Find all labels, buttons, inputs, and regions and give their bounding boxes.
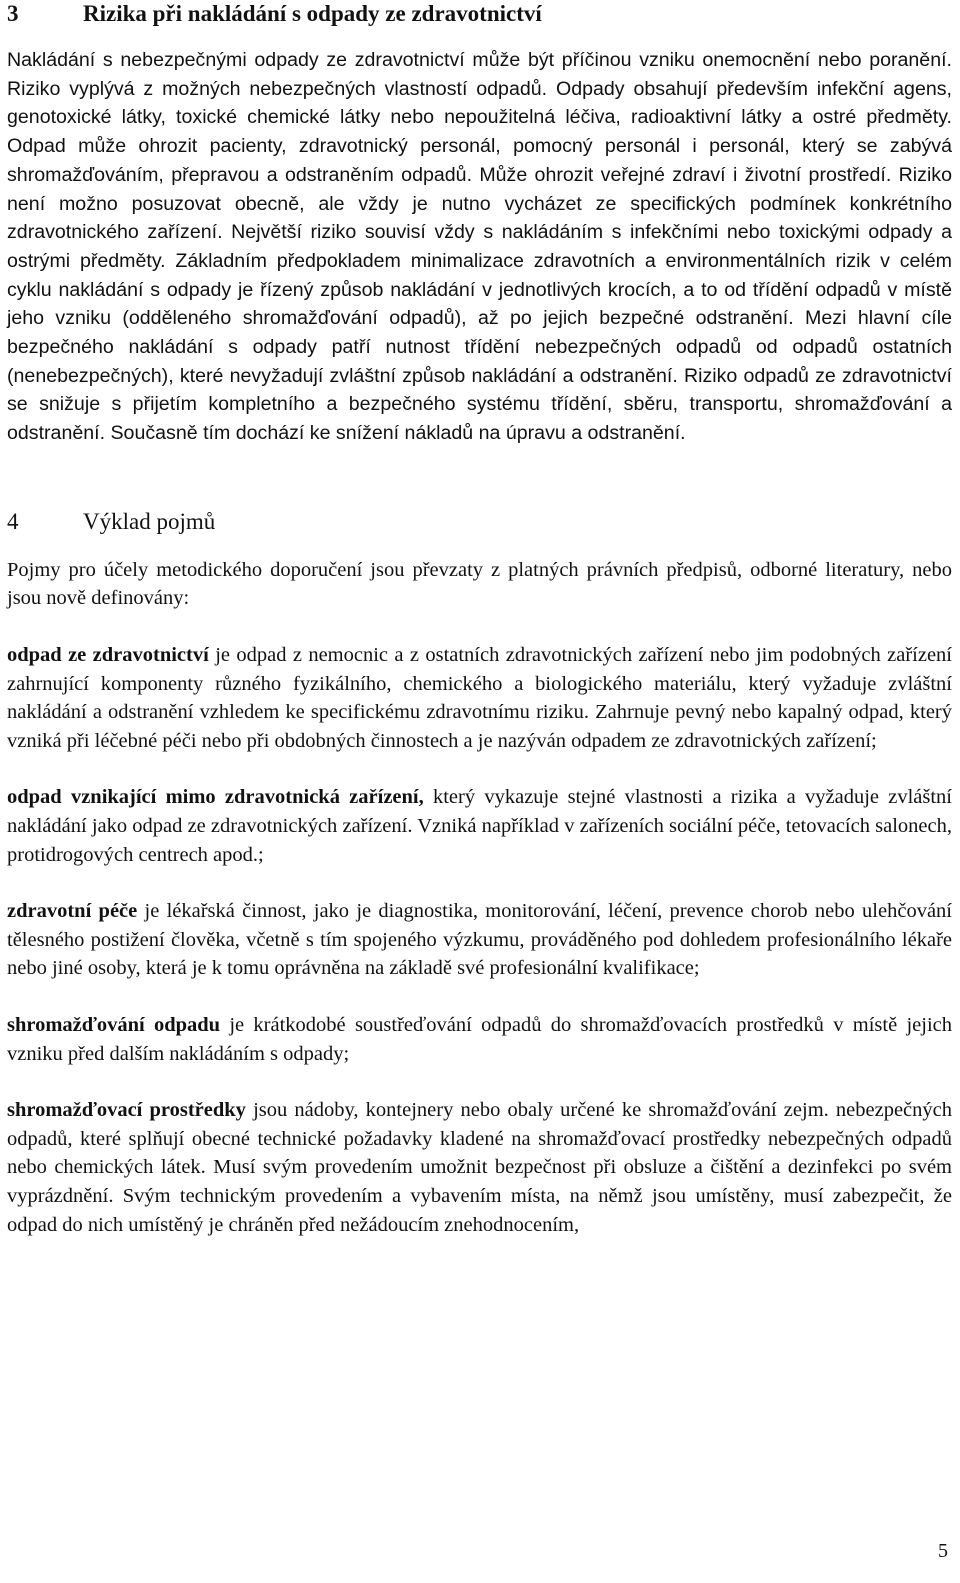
definition-text: je lékařská činnost, jako je diagnostika, monitorování, léčení, prevence chorob nebo ulehčování tělesného postižení člověka, včetně s tím spojeného výzkumu, prováděného pod dohledem profesionálního lékaře nebo jiné osoby, která je k tomu oprávněna na základě své profesionální kvalifikace; xyxy=(7,900,952,980)
section-3-heading xyxy=(7,0,952,28)
section-4-intro: Pojmy pro účely metodického doporučení jsou převzaty z platných právních předpisů, odborné literatury, nebo jsou nově definovány: xyxy=(7,558,952,610)
definition-item xyxy=(7,641,952,755)
page-number: 5 xyxy=(938,1540,948,1562)
definition-text: jsou nádoby, kontejnery nebo obaly určené ke shromažďování zejm. nebezpečných odpadů, které splňují obecné technické požadavky kladené na shromažďovací prostředky nebezpečných odpadů nebo chemických látek. Musí svým provedením umožnit bezpečnost při obsluze a čištění a dezinfekci po svém vyprázdnění. Svým technickým provedením a vybavením místa, na němž jsou umístěny, musí zabezpečit, že odpad do nich umístěný je chráněn před nežádoucím znehodnocením, xyxy=(7,1099,952,1236)
section-4-title: Výklad pojmů xyxy=(83,508,216,534)
section-4-number: 4 xyxy=(7,508,19,534)
definition-term: odpad vznikající mimo zdravotnická zařízení, xyxy=(7,786,424,809)
definition-term: shromažďování odpadu xyxy=(7,1013,221,1036)
definition-term: odpad ze zdravotnictví xyxy=(7,644,209,667)
definition-text: je krátkodobé soustřeďování odpadů do shromažďovacích prostředků v místě jejich vzniku před dalším nakládáním s odpady; xyxy=(7,1013,952,1065)
definition-term: zdravotní péče xyxy=(7,900,138,923)
section-3-title: Rizika při nakládání s odpady ze zdravotnictví xyxy=(83,1,542,26)
definition-term: shromažďovací prostředky xyxy=(7,1099,246,1122)
section-3-number: 3 xyxy=(7,1,19,26)
section-4-heading xyxy=(7,508,952,536)
definition-item xyxy=(7,783,952,869)
definition-item xyxy=(7,897,952,983)
definition-item xyxy=(7,1011,952,1068)
document-page xyxy=(7,0,952,1239)
definition-text: je odpad z nemocnic a z ostatních zdravotnických zařízení nebo jim podobných zařízení zahrnující komponenty různého fyzikálního, chemického a biologického materiálu, který vyžaduje zvláštní nakládání a odstranění vzhledem ke specifickému zdravotnímu riziku. Zahrnuje pevný nebo kapalný odpad, který vzniká při léčebné péči nebo při obdobných činnostech a je nazýván odpadem ze zdravotnických zařízení; xyxy=(7,644,953,752)
definition-item xyxy=(7,1096,952,1239)
definition-text: který vykazuje stejné vlastnosti a rizika a vyžaduje zvláštní nakládání jako odpad ze zdravotnických zařízení. Vzniká například v zařízeních sociální péče, tetovacích salonech, protidrogových centrech apod.; xyxy=(7,786,952,866)
section-3-paragraph: Nakládání s nebezpečnými odpady ze zdravotnictví může být příčinou vzniku onemocnění nebo poranění. Riziko vyplývá z možných nebezpečných vlastností odpadů. Odpady obsahují především infekční agens, genotoxické látky, toxické chemické látky nebo nepoužitelná léčiva, radioaktivní látky a ostré předměty. Odpad může ohrozit pacienty, zdravotnický personál, pomocný personál i personál, který se zabývá shromažďováním, přepravou a odstraněním odpadů. Může ohrozit veřejné zdraví i životní prostředí. Riziko není možno posuzovat obecně, ale vždy je nutno vycházet ze specifických podmínek konkrétního zdravotnického zařízení. Největší riziko souvisí vždy s nakládáním s infekčními nebo toxickými odpady a ostrými předměty. Základním předpokladem minimalizace zdravotních a environmentálních rizik v celém cyklu nakládání s odpady je řízený způsob nakládání v jednotlivých krocích, a to od třídění odpadů v místě jeho vzniku (odděleného shromažďování odpadů), až po jejich bezpečné odstranění. Mezi hlavní cíle bezpečného nakládání s odpady patří nutnost třídění nebezpečných odpadů od odpadů ostatních (nenebezpečných), které nevyžadují zvláštní způsob nakládání a odstranění. Riziko odpadů ze zdravotnictví se snižuje s přijetím kompletního a bezpečného systému třídění, sběru, transportu, shromažďování a odstranění. Současně tím dochází ke snížení nákladů na úpravu a odstranění. xyxy=(7,49,952,445)
